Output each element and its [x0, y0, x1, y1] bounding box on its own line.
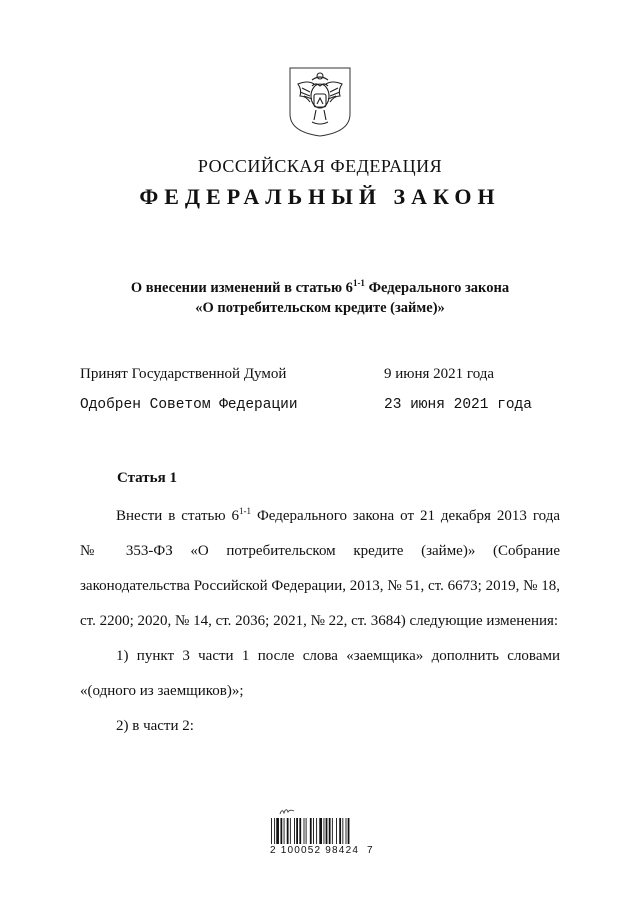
- country-name: РОССИЙСКАЯ ФЕДЕРАЦИЯ: [197, 156, 443, 176]
- article-heading: Статья 1: [117, 470, 177, 486]
- law-title-line-1: О внесении изменений в статью 6$^{1-1}$ Федерального закона: [130, 278, 510, 296]
- adoption-duma-row: [80, 366, 560, 383]
- paragraph-line: ст. 2200; 2020, № 14, ст. 2036; 2021, № 22, ст. 3684) следующие изменения:: [80, 613, 559, 629]
- paragraph-line: № 353-ФЗ «О потребительском кредите (займе)» (Собрание: [80, 543, 560, 559]
- barcode-number: 2 100052 98424 7: [270, 845, 374, 856]
- article-text: [80, 499, 560, 744]
- council-date: 23 июня 2021 года: [384, 397, 532, 413]
- item-1-line: «(одного из заемщиков)»;: [80, 683, 244, 699]
- duma-label: Принят Государственной Думой: [80, 366, 287, 382]
- coat-of-arms-emblem: [288, 66, 352, 138]
- item-1-line: 1) пункт 3 части 1 после слова «заемщика» дополнить словами: [116, 648, 560, 664]
- item-2: 2) в части 2:: [116, 718, 194, 734]
- paragraph-line: законодательства Российской Федерации, 2013, № 51, ст. 6673; 2019, № 18,: [80, 578, 560, 594]
- adoption-council-row: [80, 397, 560, 413]
- council-label: Одобрен Советом Федерации: [80, 397, 298, 413]
- paragraph-line: Внести в статью 6$^{1-1}$ Федерального закона от 21 декабря 2013 года: [116, 506, 560, 524]
- duma-date: 9 июня 2021 года: [384, 366, 495, 382]
- document-type: ФЕДЕРАЛЬНЫЙ ЗАКОН: [139, 184, 501, 209]
- barcode-image: [270, 818, 380, 848]
- handwritten-initials: [279, 806, 295, 816]
- law-title: [0, 278, 640, 318]
- law-title-line-2: «О потребительском кредите (займе)»: [195, 300, 445, 316]
